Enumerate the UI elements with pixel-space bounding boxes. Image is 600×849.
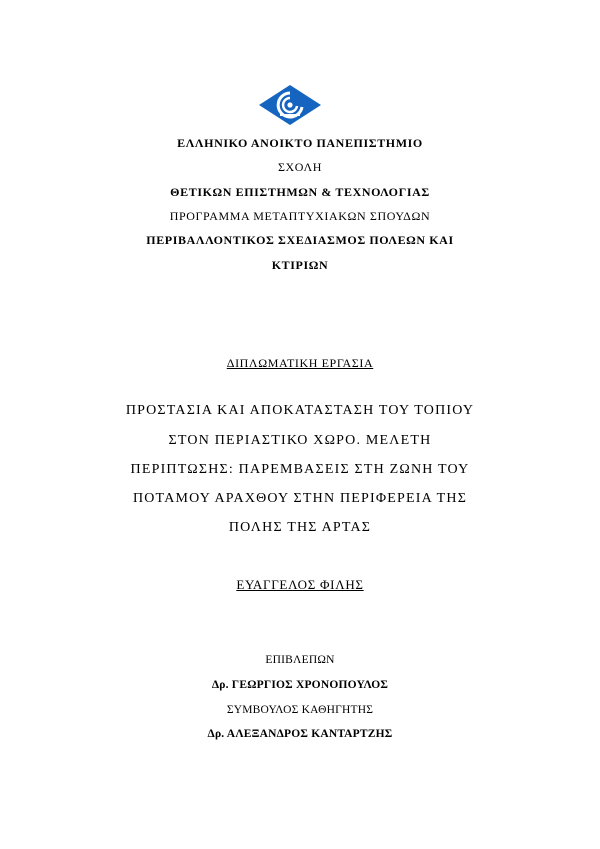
- advisor-label: ΣΥΜΒΟΥΛΟΣ ΚΑΘΗΓΗΤΗΣ: [226, 704, 374, 716]
- supervisor-name: Δρ. ΓΕΩΡΓΙΟΣ ΧΡΟΝΟΠΟΥΛΟΣ: [211, 679, 389, 691]
- program-name-line-2: ΚΤΙΡΙΩΝ: [271, 258, 329, 272]
- program-label: ΠΡΟΓΡΑΜΜΑ ΜΕΤΑΠΤΥΧΙΑΚΩΝ ΣΠΟΥΔΩΝ: [169, 209, 431, 223]
- author-name: ΕΥΑΓΓΕΛΟΣ ΦΙΛΗΣ: [236, 577, 364, 592]
- program-name-line-1: ΠΕΡΙΒΑΛΛΟΝΤΙΚΟΣ ΣΧΕΔΙΑΣΜΟΣ ΠΟΛΕΩΝ ΚΑΙ: [146, 233, 454, 247]
- thesis-title-line-4: ΠΟΤΑΜΟΥ ΑΡΑΧΘΟΥ ΣΤΗΝ ΠΕΡΙΦΕΡΕΙΑ ΤΗΣ: [132, 491, 468, 506]
- university-logo-icon: [258, 84, 322, 126]
- thesis-title-line-5: ΠΟΛΗΣ ΤΗΣ ΑΡΤΑΣ: [228, 520, 372, 535]
- university-name: ΕΛΛΗΝΙΚΟ ΑΝΟΙΚΤΟ ΠΑΝΕΠΙΣΤΗΜΙΟ: [177, 136, 423, 150]
- thesis-type: ΔΙΠΛΩΜΑΤΙΚΗ ΕΡΓΑΣΙΑ: [226, 356, 374, 370]
- thesis-title-line-2: ΣΤΟΝ ΠΕΡΙΑΣΤΙΚΟ ΧΩΡΟ. ΜΕΛΕΤΗ: [168, 433, 432, 448]
- thesis-title-line-3: ΠΕΡΙΠΤΩΣΗΣ: ΠΑΡΕΜΒΑΣΕΙΣ ΣΤΗ ΖΩΝΗ ΤΟΥ: [130, 462, 470, 477]
- supervision-label: ΕΠΙΒΛΕΠΩΝ: [265, 654, 335, 666]
- thesis-title-line-1: ΠΡΟΣΤΑΣΙΑ ΚΑΙ ΑΠΟΚΑΤΑΣΤΑΣΗ ΤΟΥ ΤΟΠΙΟΥ: [125, 403, 475, 418]
- advisor-name: Δρ. ΑΛΕΞΑΝΔΡΟΣ ΚΑΝΤΑΡΤΖΗΣ: [207, 728, 393, 740]
- school-label: ΣΧΟΛΗ: [277, 160, 323, 174]
- school-name: ΘΕΤΙΚΩΝ ΕΠΙΣΤΗΜΩΝ & ΤΕΧΝΟΛΟΓΙΑΣ: [170, 185, 430, 199]
